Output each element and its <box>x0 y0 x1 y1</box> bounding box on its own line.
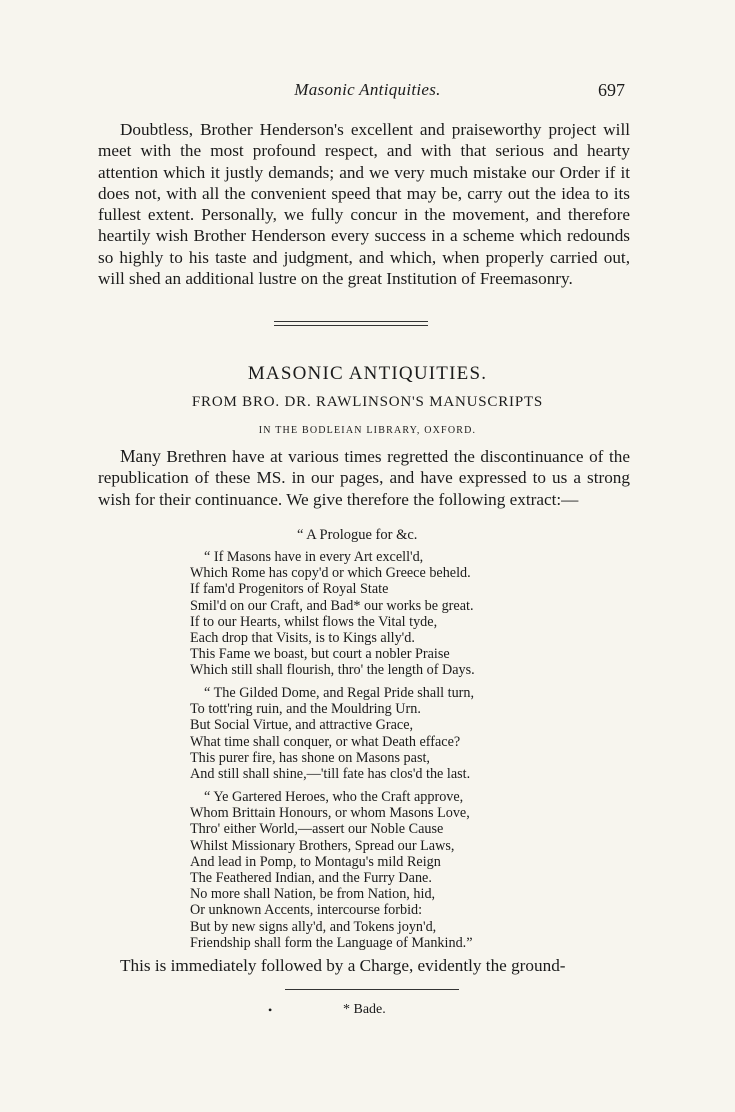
closing-paragraph: This is immediately followed by a Charge, evidently the ground- <box>120 956 566 975</box>
article-location: IN THE BODLEIAN LIBRARY, OXFORD. <box>258 425 477 436</box>
running-head <box>0 80 735 104</box>
verse-line: No more shall Nation, be from Nation, hid, <box>190 886 436 903</box>
verse-line: Whilst Missionary Brothers, Spread our Laws, <box>190 837 455 854</box>
verse-line: “ The Gilded Dome, and Regal Pride shall turn, <box>204 685 475 701</box>
footnote-mark-icon: • <box>268 1003 273 1017</box>
section-divider-bottom <box>274 325 428 326</box>
verse-line: What time shall conquer, or what Death efface? <box>190 733 461 750</box>
intro-dropcap: Many <box>120 446 161 466</box>
verse-line: But Social Virtue, and attractive Grace, <box>190 717 414 734</box>
running-head-title: Masonic Antiquities. <box>294 80 441 99</box>
verse-line: This Fame we boast, but court a nobler Praise <box>190 646 450 663</box>
stanza-1 <box>190 549 550 679</box>
section-divider-top <box>274 321 428 322</box>
stanza-3 <box>190 789 550 951</box>
verse-line: To tott'ring ruin, and the Mouldring Urn. <box>190 701 421 718</box>
intro-paragraph <box>98 446 630 510</box>
verse-line: And lead in Pomp, to Montagu's mild Reign <box>190 853 441 870</box>
verse-line: The Feathered Indian, and the Furry Dane. <box>190 870 432 887</box>
verse-line: If to our Hearts, whilst flows the Vital tyde, <box>190 613 438 630</box>
verse-line: Which still shall flourish, thro' the length of Days. <box>190 662 475 679</box>
verse-line: Which Rome has copy'd or which Greece beheld. <box>190 565 471 582</box>
verse-line: Smil'd on our Craft, and Bad* our works be great. <box>190 597 474 614</box>
intro-text: Brethren have at various times regretted the discontinuance of the republication of these MS. in our pages, and have expressed to us a strong wish for their continuance. We give therefore the following extract:— <box>98 447 630 509</box>
verse-line: Friendship shall form the Language of Mankind.” <box>190 934 473 951</box>
article-title: MASONIC ANTIQUITIES. <box>247 363 488 384</box>
verse-line: Each drop that Visits, is to Kings ally'd. <box>190 630 415 647</box>
prologue-title: “ A Prologue for &c. <box>297 527 418 543</box>
verse-line: Whom Brittain Honours, or whom Masons Love, <box>190 805 470 822</box>
verse-line: But by new signs ally'd, and Tokens joyn'd, <box>190 918 437 935</box>
verse-line: Or unknown Accents, intercourse forbid: <box>190 902 423 919</box>
page-number: 697 <box>598 80 625 100</box>
opening-paragraph: Doubtless, Brother Henderson's excellent and praiseworthy project will meet with the most profound respect, and with that serious and hearty attention which it justly demands; and we very much mistake our Order if it does not, with all the convenient speed that may be, carry out the idea to its fullest extent. Personally, we fully concur in the movement, and therefore heartily wish Brother Henderson every success in a scheme which redounds so highly to his taste and judgment, and which, when properly carried out, will shed an additional lustre on the great Institution of Freemasonry. <box>98 120 630 289</box>
closing-paragraph-block <box>98 955 630 976</box>
verse-line: “ Ye Gartered Heroes, who the Craft approve, <box>204 789 464 805</box>
article-subtitle: FROM BRO. DR. RAWLINSON'S MANUSCRIPTS <box>191 394 544 410</box>
verse-line: Thro' either World,—assert our Noble Cause <box>190 821 444 838</box>
verse-line: “ If Masons have in every Art excell'd, <box>204 549 424 565</box>
verse-line: And still shall shine,—'till fate has clos'd the last. <box>190 766 471 783</box>
verse-line: If fam'd Progenitors of Royal State <box>190 581 389 598</box>
footnote-rule <box>285 989 459 990</box>
intro-paragraph-block <box>98 446 630 510</box>
footnote: * Bade. <box>343 1002 386 1017</box>
opening-paragraph-block <box>98 119 630 289</box>
verse-line: This purer fire, has shone on Masons past, <box>190 749 430 766</box>
stanza-2 <box>190 685 550 782</box>
